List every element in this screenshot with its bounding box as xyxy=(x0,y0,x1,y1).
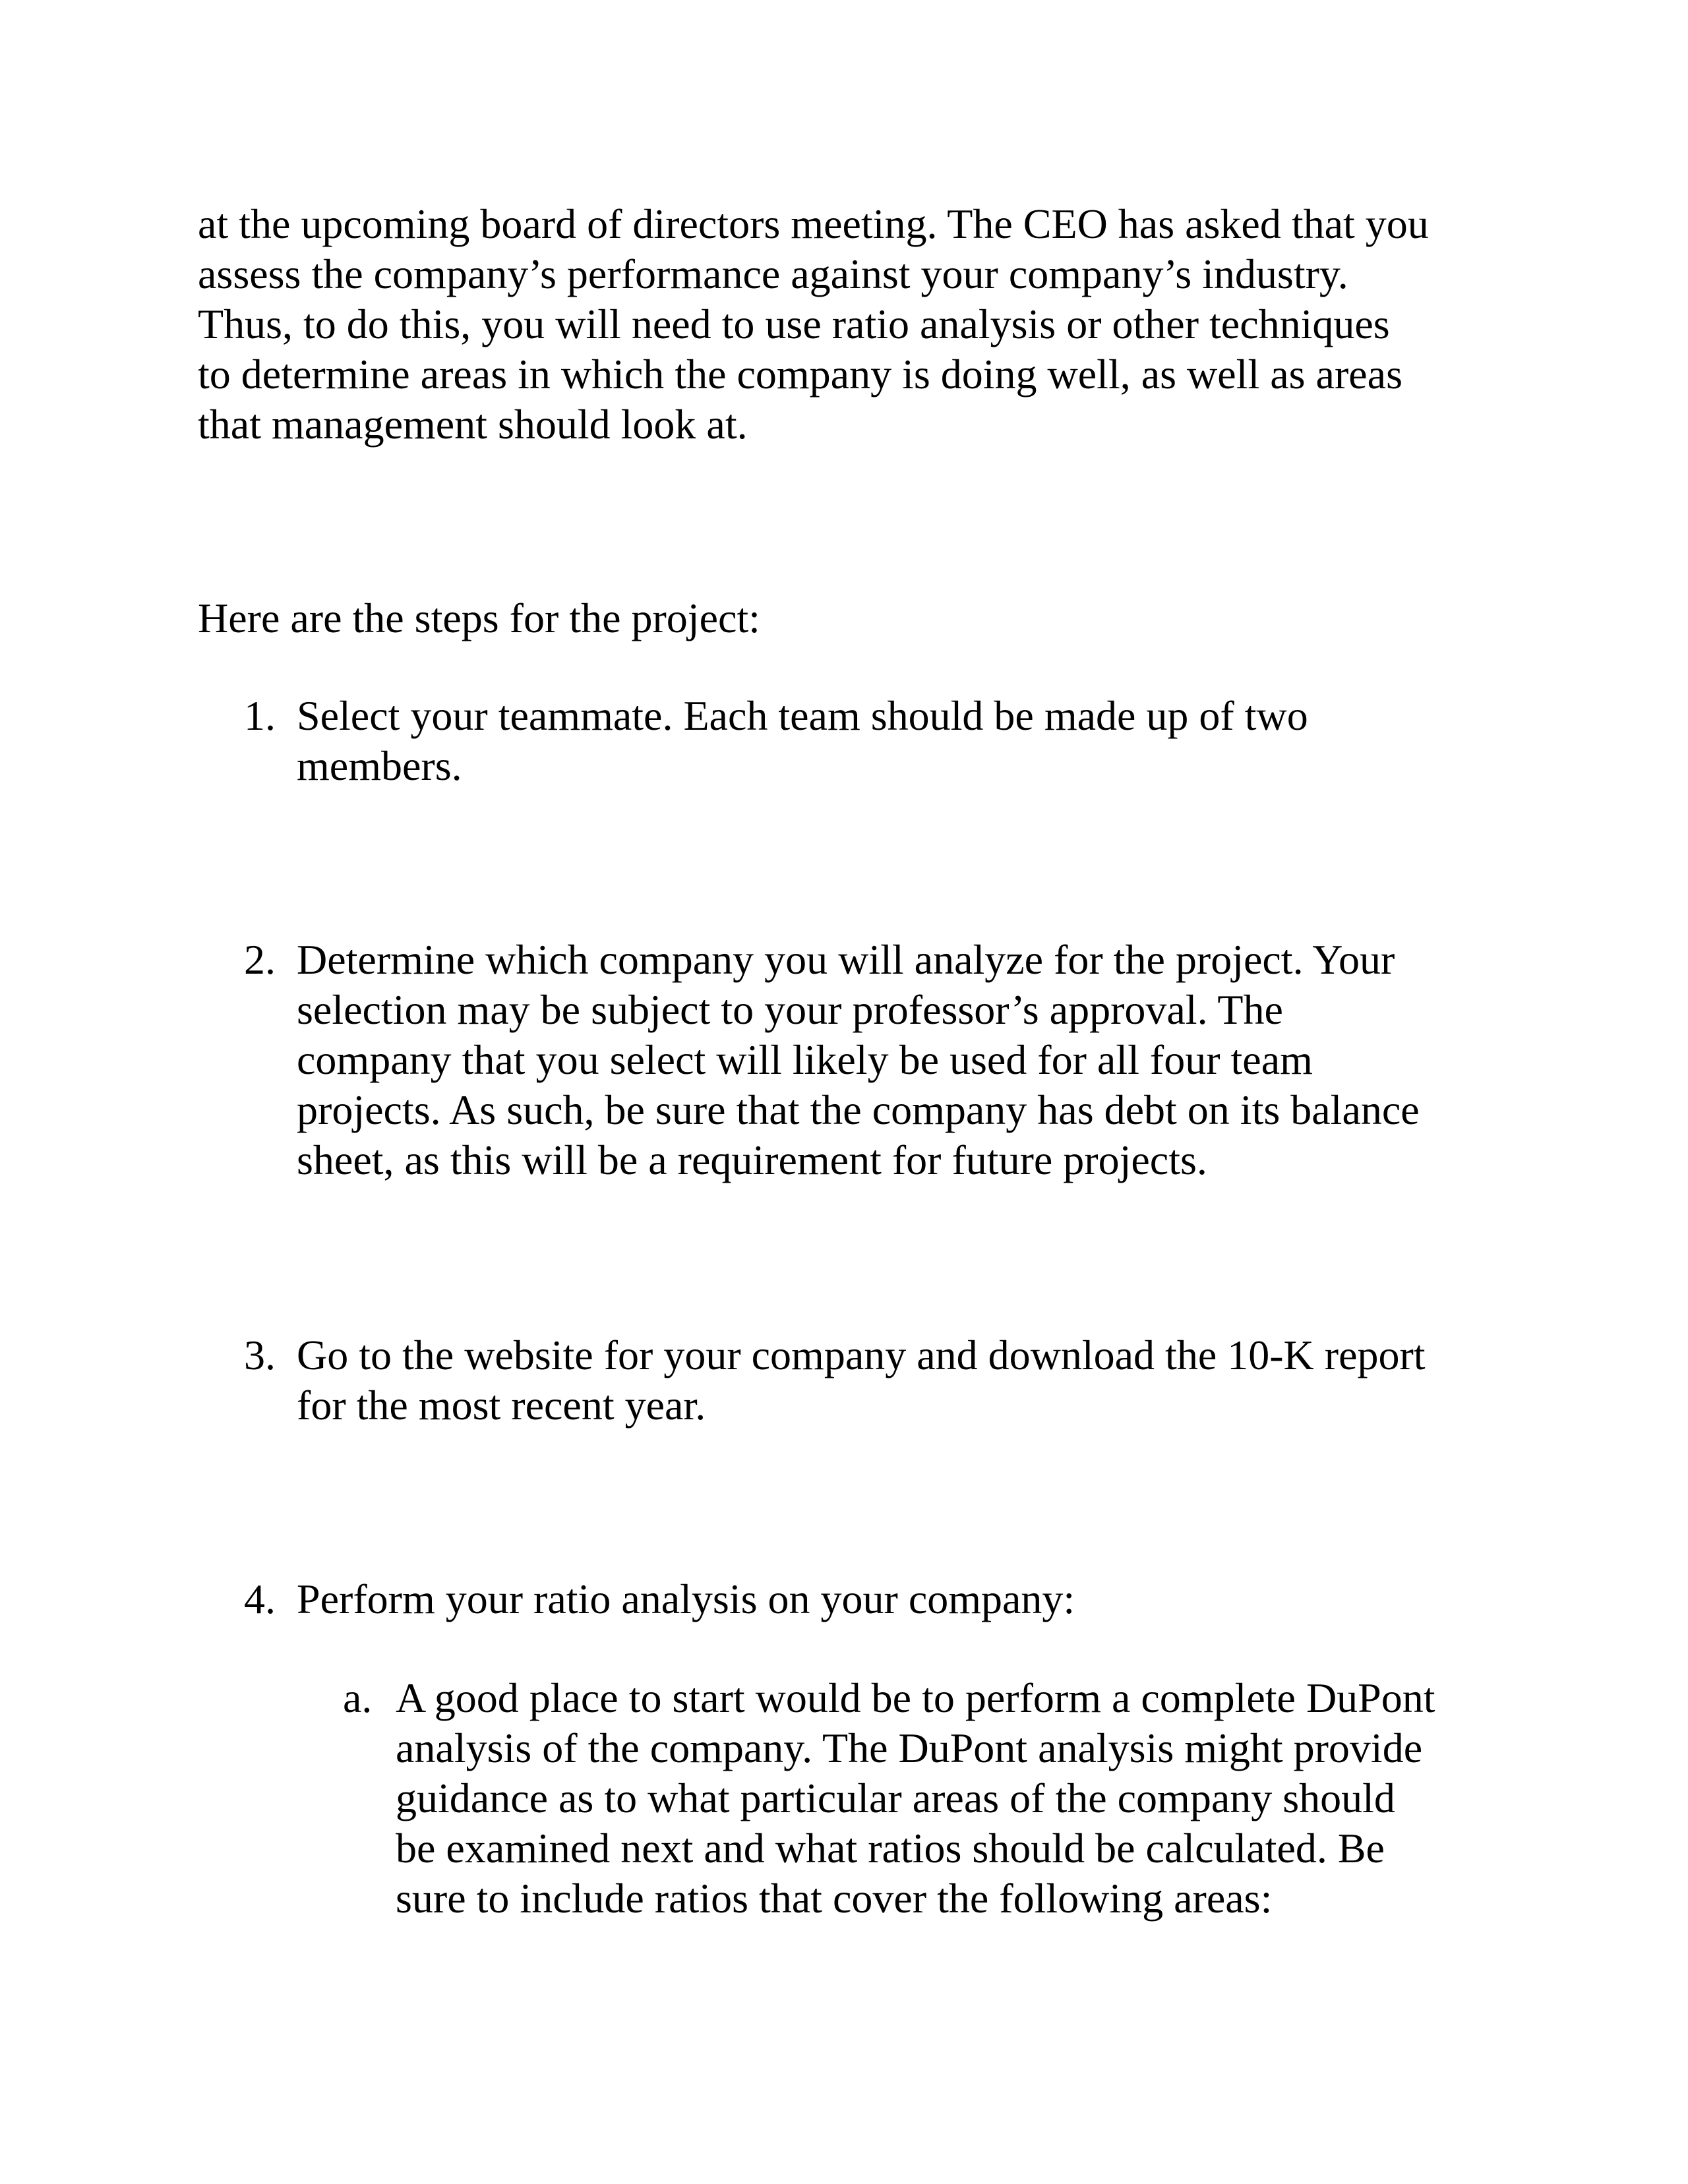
list-item-line: members. xyxy=(297,742,462,789)
list-item-line: sheet, as this will be a requirement for future projects. xyxy=(297,1136,1207,1183)
list-item-line: Select your teammate. Each team should be made up of two xyxy=(297,692,1308,739)
list-item-line: company that you select will likely be used for all four team xyxy=(297,1036,1313,1083)
sub-list-item-text xyxy=(396,1673,1435,1924)
intro-line: at the upcoming board of directors meeting. The CEO has asked that you xyxy=(198,200,1429,247)
list-number: 2. xyxy=(244,936,276,983)
list-item-line: for the most recent year. xyxy=(297,1382,706,1429)
list-number: 3. xyxy=(244,1332,276,1378)
list-item-line: Determine which company you will analyze for the project. Your xyxy=(297,936,1395,983)
sub-list-item-line: analysis of the company. The DuPont analysis might provide xyxy=(396,1725,1423,1771)
list-item-line: Go to the website for your company and download the 10-K report xyxy=(297,1332,1426,1378)
intro-line: assess the company’s performance against your company’s industry. xyxy=(198,251,1348,297)
sub-list-item-line: be examined next and what ratios should be calculated. Be xyxy=(396,1825,1385,1872)
list-item-line: Perform your ratio analysis on your company: xyxy=(297,1576,1075,1622)
list-item-text xyxy=(297,1330,1426,1431)
sub-list-item-line: sure to include ratios that cover the following areas: xyxy=(396,1875,1273,1922)
intro-line: Thus, to do this, you will need to use ratio analysis or other techniques xyxy=(198,301,1390,347)
list-number: 4. xyxy=(244,1576,276,1622)
list-number: 1. xyxy=(244,692,276,739)
list-item-line: selection may be subject to your professor’s approval. The xyxy=(297,986,1283,1033)
list-item-text xyxy=(297,1574,1075,1624)
list-item-text xyxy=(297,935,1420,1185)
intro-line: that management should look at. xyxy=(198,401,748,448)
list-item-line: projects. As such, be sure that the company has debt on its balance xyxy=(297,1086,1420,1133)
sub-list-letter: a. xyxy=(343,1674,373,1721)
intro-line: to determine areas in which the company is doing well, as well as areas xyxy=(198,351,1402,398)
steps-heading: Here are the steps for the project: xyxy=(198,595,760,641)
sub-list-item-line: A good place to start would be to perform a complete DuPont xyxy=(396,1674,1435,1721)
list-item-text xyxy=(297,691,1308,791)
sub-list-item-line: guidance as to what particular areas of the company should xyxy=(396,1775,1395,1821)
intro-paragraph xyxy=(198,199,1429,450)
